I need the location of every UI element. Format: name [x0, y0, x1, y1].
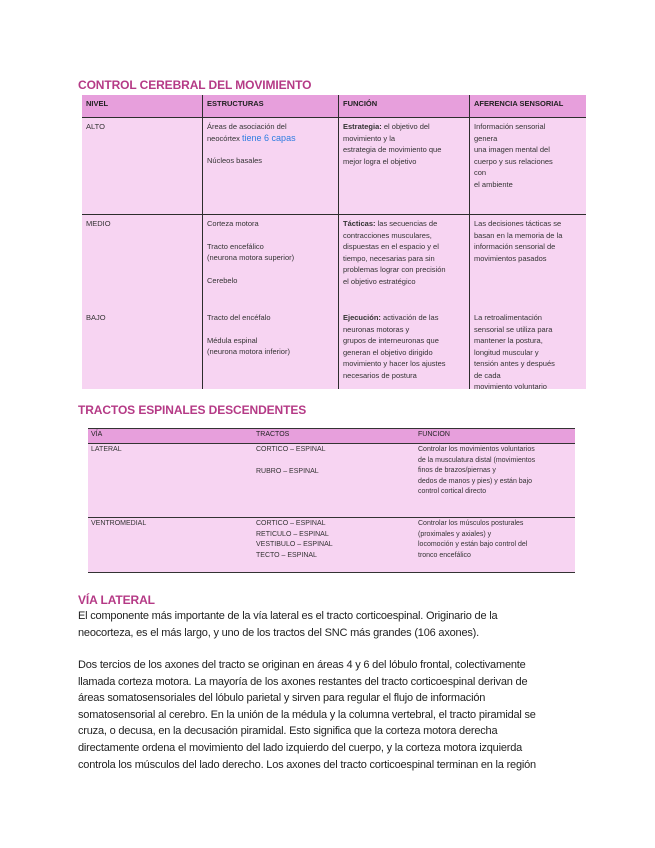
text-line: cuerpo y sus relaciones [474, 156, 553, 166]
highlighted-note: tiene 6 capas [242, 132, 296, 143]
table-tractos-espinales [88, 428, 575, 573]
text-line: control cortical directo [418, 488, 487, 495]
text-line: locomoción y están bajo control del [418, 541, 528, 548]
text-fragment: activación de las [380, 313, 439, 322]
text-line: neocorteza, es el más largo, y uno de los tractos del SNC más grandes (106 axones). [78, 626, 480, 639]
text-line: movimiento y la [343, 133, 396, 143]
text-line: directamente ordena el movimiento del lado izquierdo del cuerpo, y la corteza motora izquierda [78, 741, 523, 754]
text-line: información sensorial de [474, 242, 556, 251]
section-title-control-cerebral: CONTROL CEREBRAL DEL MOVIMIENTO [78, 78, 312, 92]
header-tractos: TRACTOS [256, 431, 290, 438]
text-line: genera [474, 133, 498, 143]
text-line: Médula espinal [207, 335, 258, 345]
text-line: Núcleos basales [207, 156, 263, 165]
text-line: (neurona motora inferior) [207, 347, 290, 356]
text-line: Cerebelo [207, 275, 238, 285]
cell-tractos [253, 518, 415, 572]
header-aferencia: AFERENCIA SENSORIAL [474, 99, 564, 108]
text-line: VESTIBULO – ESPINAL [256, 541, 333, 548]
cell-aferencia [470, 215, 586, 309]
text-line: movimiento y hacer los ajustes [343, 359, 446, 368]
text-line: necesarios de postura [343, 370, 417, 380]
text-line: generan el objetivo dirigido [343, 347, 433, 357]
table-row [88, 517, 575, 572]
cell-estructuras [203, 309, 339, 389]
text-line: mejor logra el objetivo [343, 156, 417, 166]
text-fragment: neocórtex [207, 133, 243, 143]
text-line: CORTICO – ESPINAL [256, 520, 326, 527]
text-line: con [474, 168, 487, 177]
section-title-via-lateral: VÍA LATERAL [78, 593, 155, 607]
cell-estructuras [203, 215, 339, 309]
text-line: sensorial se utiliza para [474, 324, 553, 334]
cell-via: VENTROMEDIAL [91, 520, 147, 527]
text-line: somatosensorial al cerebro. En la unión de la médula y la columna vertebral, el tracto piramidal se [78, 708, 536, 721]
text-line: de la musculatura distal (movimientos [418, 456, 536, 464]
cell-aferencia [470, 118, 586, 214]
funcion-label: Ejecución: [343, 313, 381, 322]
cell-estructuras [203, 118, 339, 214]
text-line: TECTO – ESPINAL [256, 551, 317, 559]
text-line: Áreas de asociación del [207, 122, 287, 131]
funcion-label: Estrategia: [343, 122, 382, 131]
text-line: el ambiente [474, 179, 513, 189]
text-line: controla los músculos del lado derecho. Los axones del tracto corticoespinal terminan en la región [78, 758, 536, 771]
cell-funcion [339, 215, 470, 309]
text-line: problemas lograr con precisión [343, 265, 446, 274]
header-via: VÍA [91, 431, 103, 438]
text-line: tronco encefálico [418, 551, 471, 559]
table-row [82, 214, 586, 309]
table-header-row [82, 95, 586, 117]
table-row [82, 309, 586, 389]
header-estructuras: ESTRUCTURAS [203, 95, 339, 117]
cell-via: LATERAL [91, 446, 122, 453]
text-line: Tracto del encéfalo [207, 313, 271, 322]
text-line: contracciones musculares, [343, 230, 432, 240]
table-control-cerebral [82, 95, 586, 389]
text-line: Controlar los movimientos voluntarios [418, 446, 535, 453]
text-line: Las decisiones tácticas se [474, 219, 562, 228]
text-line: tiempo, necesarias para sin [343, 253, 435, 263]
text-line: movimientos pasados [474, 253, 547, 263]
text-line: de cada [474, 370, 501, 380]
text-fragment: el objetivo del [381, 122, 430, 131]
table-row [82, 117, 586, 214]
funcion-label: Tácticas: [343, 219, 376, 228]
text-line: CORTICO – ESPINAL [256, 446, 326, 453]
text-line: el objetivo estratégico [343, 276, 416, 286]
text-line: La retroalimentación [474, 313, 542, 322]
text-line: RUBRO – ESPINAL [256, 467, 319, 475]
table-header-row [88, 428, 575, 443]
text-line: longitud muscular y [474, 347, 539, 357]
text-line: dispuestas en el espacio y el [343, 242, 439, 251]
table-row [88, 443, 575, 517]
cell-funcion [415, 444, 575, 517]
text-line: mantener la postura, [474, 336, 543, 345]
header-nivel: NIVEL [82, 95, 203, 117]
header-funcion: FUNCION [418, 431, 450, 438]
text-line: basan en la memoria de la [474, 230, 563, 240]
text-line: (neurona motora superior) [207, 253, 295, 262]
text-line: Controlar los músculos posturales [418, 520, 524, 527]
text-line: El componente más importante de la vía lateral es el tracto corticoespinal. Originario de la [78, 610, 498, 622]
paragraph-detail [78, 657, 578, 773]
section-title-tractos-espinales: TRACTOS ESPINALES DESCENDENTES [78, 403, 307, 417]
cell-funcion [339, 309, 470, 389]
text-line: grupos de interneuronas que [343, 336, 439, 345]
text-line: neuronas motoras y [343, 324, 410, 334]
text-line: (proximales y axiales) y [418, 530, 492, 538]
text-line: Dos tercios de los axones del tracto se originan en áreas 4 y 6 del lóbulo frontal, colectivamente [78, 659, 526, 671]
cell-aferencia [470, 309, 586, 389]
cell-nivel: ALTO [82, 118, 203, 214]
text-line: movimiento voluntario [474, 382, 547, 391]
text-line: estrategia de movimiento que [343, 145, 442, 154]
paragraph-intro [78, 608, 578, 641]
header-funcion: FUNCIÓN [339, 95, 470, 117]
cell-tractos [253, 444, 415, 517]
cell-nivel: BAJO [82, 309, 203, 389]
text-line: llamada corteza motora. La mayoría de los axones restantes del tracto corticoespinal derivan de [78, 675, 528, 688]
text-line: áreas somatosensoriales del lóbulo parietal y sirven para regular el flujo de información [78, 692, 486, 705]
cell-funcion [415, 518, 575, 572]
text-line: tensión antes y después [474, 359, 555, 368]
text-line: dedos de manos y pies) y están bajo [418, 477, 533, 485]
text-line: finos de brazos/piernas y [418, 467, 496, 474]
text-line: Tracto encefálico [207, 241, 264, 251]
text-fragment: las secuencias de [375, 219, 438, 228]
text-line [207, 133, 334, 145]
text-line: una imagen mental del [474, 145, 550, 154]
text-line: cruza, o decusa, en la decusación piramidal. Esto significa que la corteza motora derecha [78, 725, 498, 738]
cell-funcion [339, 118, 470, 214]
cell-nivel: MEDIO [82, 215, 203, 309]
text-line: Corteza motora [207, 219, 259, 228]
text-line: Información sensorial [474, 122, 546, 131]
text-line: RETICULO – ESPINAL [256, 530, 329, 538]
